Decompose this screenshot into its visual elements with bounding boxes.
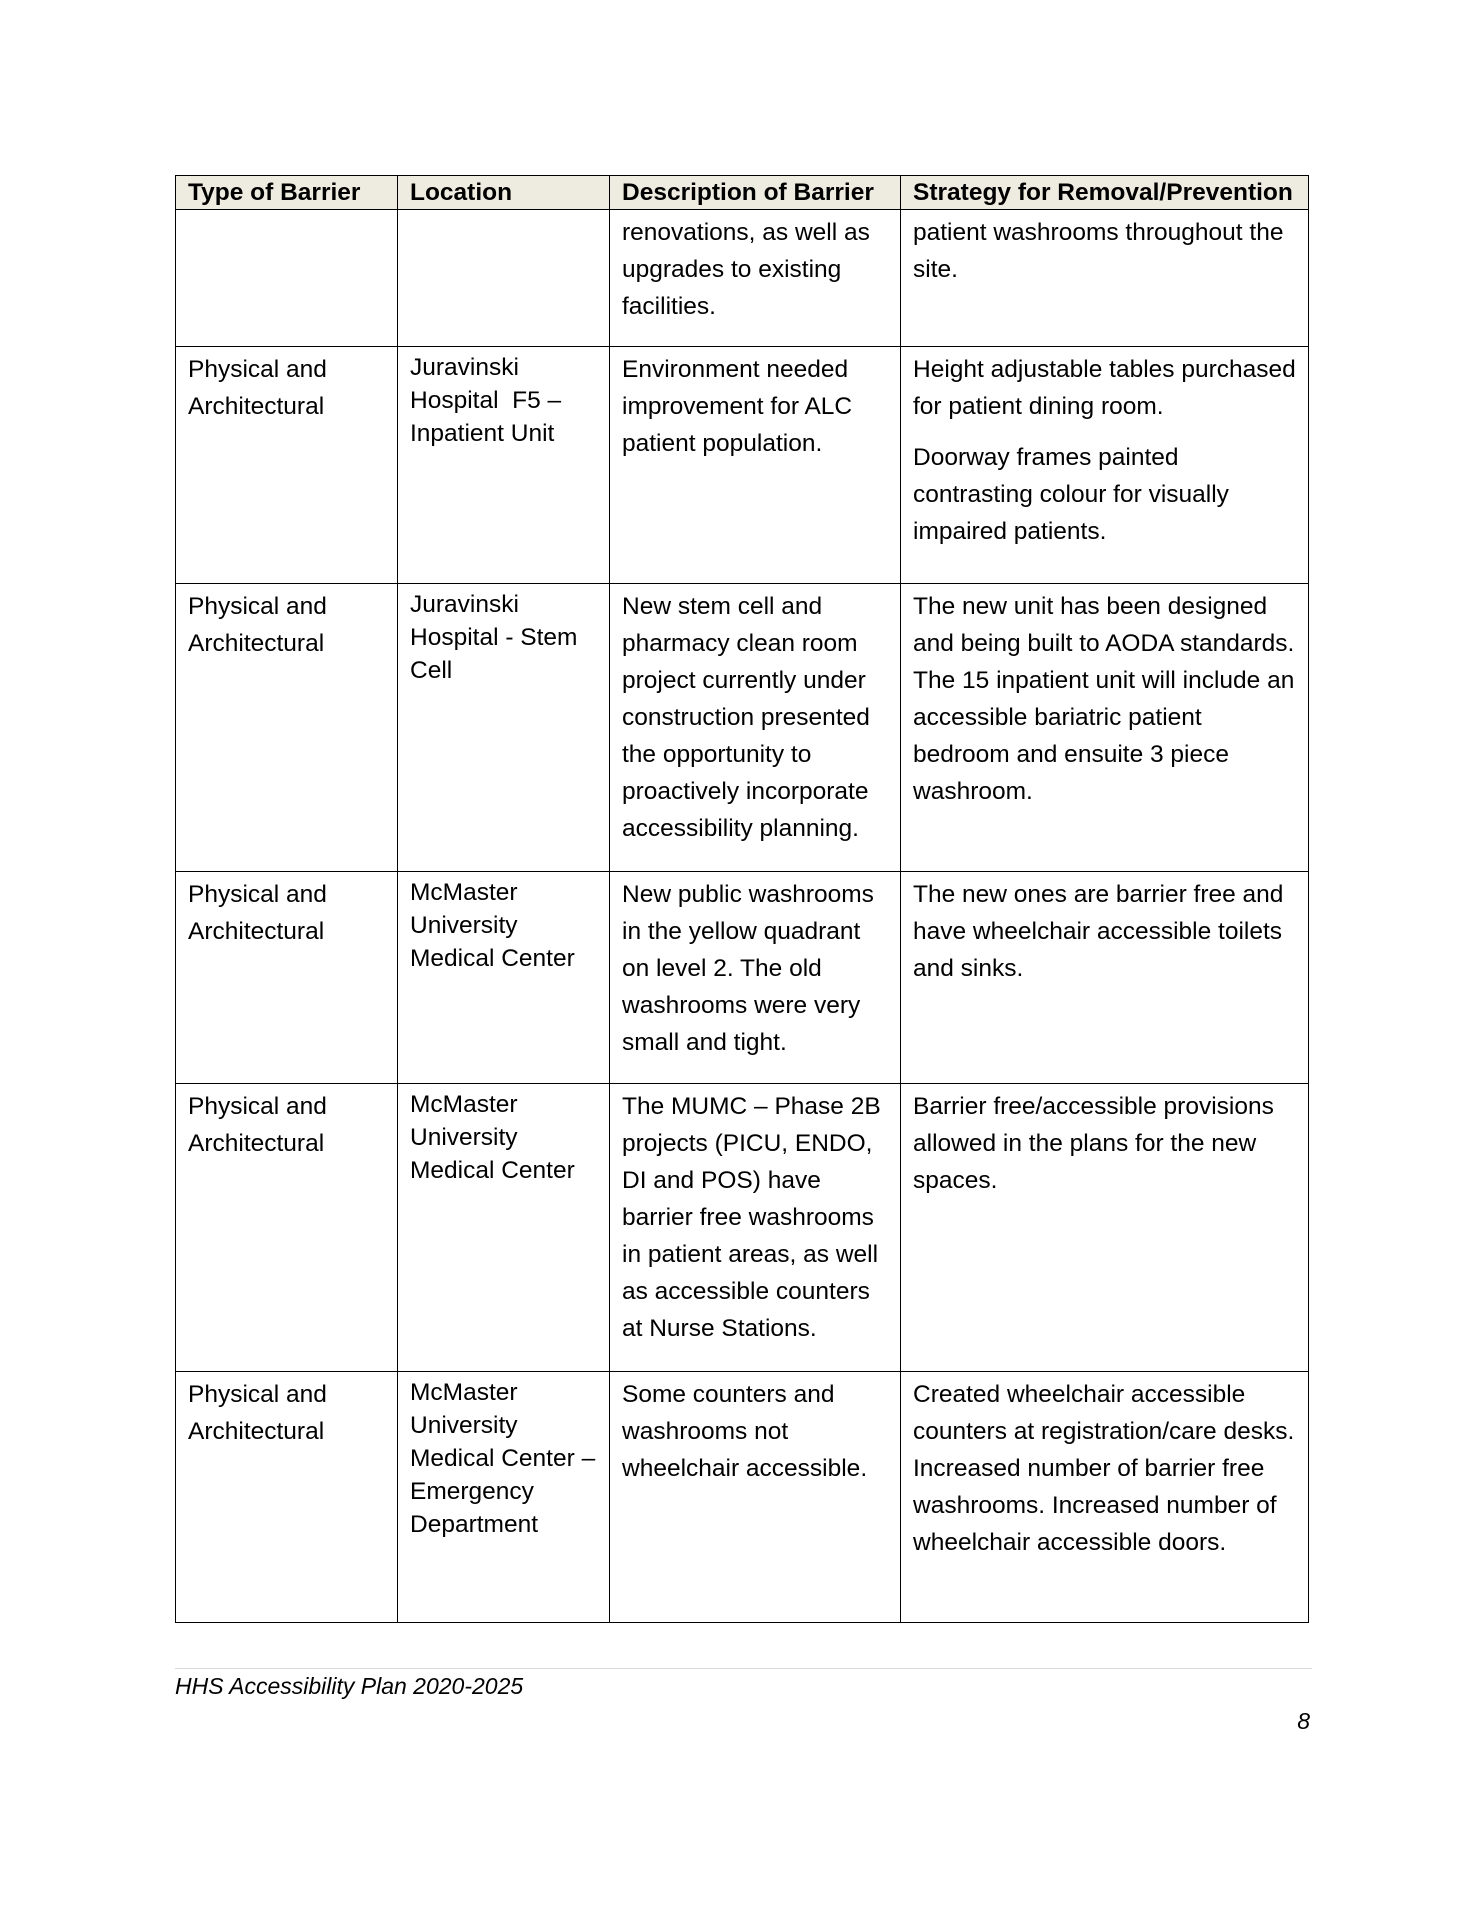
table-header-row — [176, 176, 1309, 210]
cell-type — [176, 210, 398, 347]
cell-location: McMaster University Medical Center — [398, 1084, 610, 1372]
header-type-of-barrier: Type of Barrier — [176, 176, 398, 210]
cell-strategy — [901, 210, 1309, 347]
cell-description: Some counters and washrooms not wheelchair accessible. — [610, 1372, 901, 1623]
cell-type: Physical and Architectural — [176, 872, 398, 1084]
table-row — [176, 872, 1309, 1084]
strategy-text: The new ones are barrier free and have wheelchair accessible toilets and sinks. — [913, 881, 1284, 982]
cell-description: renovations, as well as upgrades to existing facilities. — [610, 210, 901, 347]
cell-location: McMaster University Medical Center – Emergency Department — [398, 1372, 610, 1623]
table-row — [176, 584, 1309, 872]
cell-description: Environment needed improvement for ALC patient population. — [610, 347, 901, 584]
cell-description: New public washrooms in the yellow quadrant on level 2. The old washrooms were very small and tight. — [610, 872, 901, 1084]
cell-type: Physical and Architectural — [176, 1084, 398, 1372]
header-location: Location — [398, 176, 610, 210]
strategy-text: The new unit has been designed and being built to AODA standards. The 15 inpatient unit will include an accessible bariatric patient bedroom and ensuite 3 piece washroom. — [913, 593, 1295, 805]
header-strategy: Strategy for Removal/Prevention — [901, 176, 1309, 210]
cell-strategy — [901, 1372, 1309, 1623]
cell-type: Physical and Architectural — [176, 584, 398, 872]
table-row — [176, 347, 1309, 584]
cell-type: Physical and Architectural — [176, 1372, 398, 1623]
cell-location: Juravinski Hospital - Stem Cell — [398, 584, 610, 872]
strategy-text: patient washrooms throughout the site. — [913, 219, 1284, 283]
cell-strategy — [901, 584, 1309, 872]
header-description: Description of Barrier — [610, 176, 901, 210]
cell-strategy — [901, 1084, 1309, 1372]
table-row — [176, 210, 1309, 347]
page-number: 8 — [1297, 1708, 1310, 1734]
strategy-text: Height adjustable tables purchased for patient dining room. — [913, 356, 1296, 420]
cell-type: Physical and Architectural — [176, 347, 398, 584]
strategy-text: Doorway frames painted contrasting colour for visually impaired patients. — [913, 444, 1229, 545]
table-row — [176, 1372, 1309, 1623]
cell-location: McMaster University Medical Center — [398, 872, 610, 1084]
cell-description: The MUMC – Phase 2B projects (PICU, ENDO, DI and POS) have barrier free washrooms in patient areas, as well as accessible counters at Nurse Stations. — [610, 1084, 901, 1372]
cell-location — [398, 210, 610, 347]
cell-location: Juravinski Hospital F5 – Inpatient Unit — [398, 347, 610, 584]
strategy-text: Barrier free/accessible provisions allowed in the plans for the new spaces. — [913, 1093, 1274, 1194]
cell-description: New stem cell and pharmacy clean room project currently under construction presented the opportunity to proactively incorporate accessibility planning. — [610, 584, 901, 872]
footer-document-title: HHS Accessibility Plan 2020-2025 — [175, 1673, 524, 1699]
table-row — [176, 1084, 1309, 1372]
footer-divider — [175, 1668, 1312, 1669]
cell-strategy — [901, 347, 1309, 584]
barriers-table — [175, 175, 1309, 1623]
strategy-text: Created wheelchair accessible counters at registration/care desks. Increased number of barrier free washrooms. Increased number of wheelchair accessible doors. — [913, 1381, 1295, 1556]
cell-strategy — [901, 872, 1309, 1084]
